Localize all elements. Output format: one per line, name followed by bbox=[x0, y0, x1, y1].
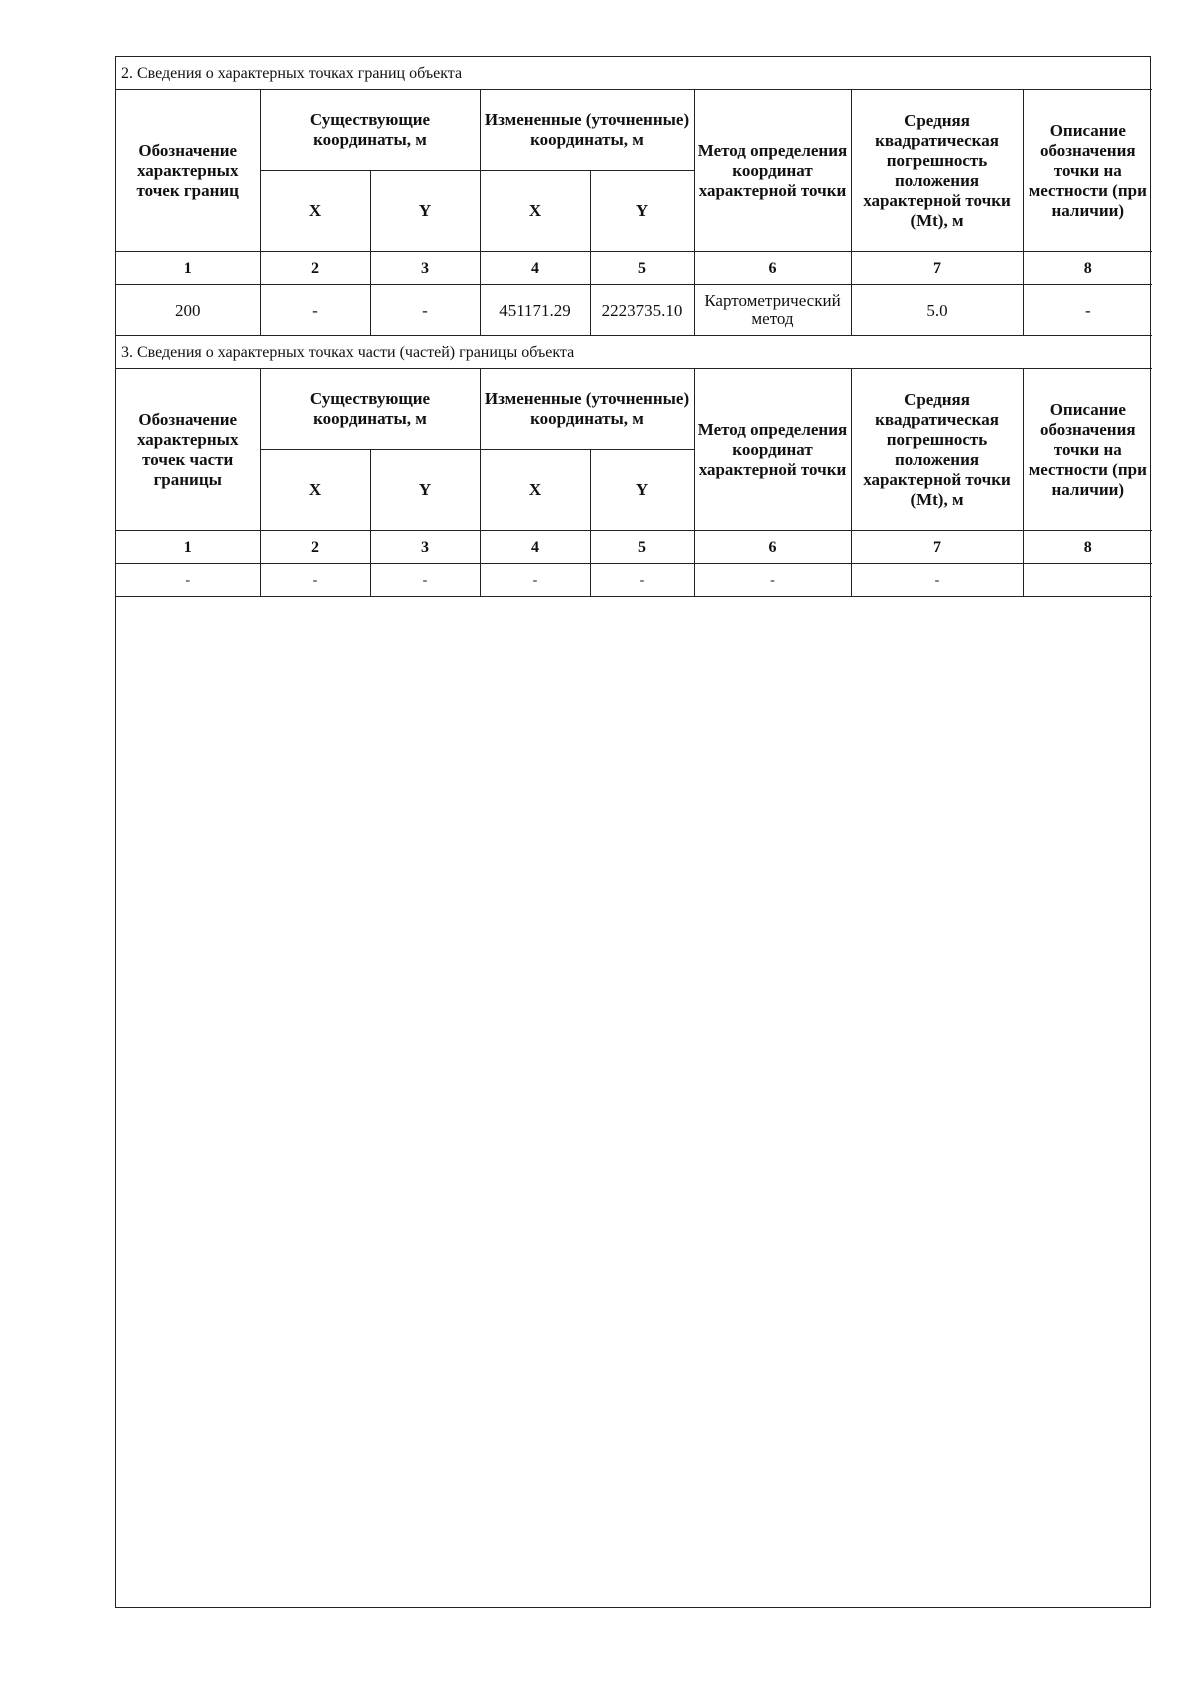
header-existing-coords: Существующие координаты, м bbox=[260, 90, 480, 171]
section2-column-numbers bbox=[116, 252, 1152, 285]
section2-header-row bbox=[116, 90, 1152, 171]
section2-title-row bbox=[116, 57, 1152, 90]
cell-changed-x: - bbox=[480, 564, 590, 597]
col-number: 6 bbox=[694, 531, 851, 564]
section3-title: 3. Сведения о характерных точках части (частей) границы объекта bbox=[116, 336, 1152, 369]
cell-existing-y: - bbox=[370, 285, 480, 336]
cell-description: - bbox=[1023, 285, 1152, 336]
cell-error: - bbox=[851, 564, 1023, 597]
header-method: Метод определения координат характерной точки bbox=[694, 90, 851, 252]
table-row bbox=[116, 285, 1152, 336]
col-number: 5 bbox=[590, 531, 694, 564]
header-error: Средняя квадратическая погрешность положения характерной точки (Mt), м bbox=[851, 90, 1023, 252]
section3-column-numbers bbox=[116, 531, 1152, 564]
cell-method: Картометрический метод bbox=[694, 285, 851, 336]
col-number: 2 bbox=[260, 531, 370, 564]
header-existing-y: Y bbox=[370, 171, 480, 252]
cell-existing-y: - bbox=[370, 564, 480, 597]
cell-point: 200 bbox=[116, 285, 260, 336]
cell-description bbox=[1023, 564, 1152, 597]
header-changed-x: X bbox=[480, 450, 590, 531]
cell-point: - bbox=[116, 564, 260, 597]
header-method: Метод определения координат характерной точки bbox=[694, 369, 851, 531]
cell-existing-x: - bbox=[260, 564, 370, 597]
col-number: 2 bbox=[260, 252, 370, 285]
header-changed-coords: Измененные (уточненные) координаты, м bbox=[480, 90, 694, 171]
col-number: 7 bbox=[851, 531, 1023, 564]
col-number: 4 bbox=[480, 531, 590, 564]
header-changed-x: X bbox=[480, 171, 590, 252]
table-row bbox=[116, 564, 1152, 597]
col-number: 1 bbox=[116, 252, 260, 285]
header-changed-y: Y bbox=[590, 171, 694, 252]
header-existing-y: Y bbox=[370, 450, 480, 531]
col-number: 3 bbox=[370, 252, 480, 285]
cell-changed-y: - bbox=[590, 564, 694, 597]
cell-changed-x: 451171.29 bbox=[480, 285, 590, 336]
header-description: Описание обозначения точки на местности (при наличии) bbox=[1023, 369, 1152, 531]
cell-existing-x: - bbox=[260, 285, 370, 336]
header-existing-x: X bbox=[260, 171, 370, 252]
header-description: Описание обозначения точки на местности (при наличии) bbox=[1023, 90, 1152, 252]
cell-error: 5.0 bbox=[851, 285, 1023, 336]
section2-title: 2. Сведения о характерных точках границ объекта bbox=[116, 57, 1152, 90]
col-number: 3 bbox=[370, 531, 480, 564]
col-number: 8 bbox=[1023, 252, 1152, 285]
section3-title-row bbox=[116, 336, 1152, 369]
col-number: 5 bbox=[590, 252, 694, 285]
col-number: 4 bbox=[480, 252, 590, 285]
header-error: Средняя квадратическая погрешность положения характерной точки (Mt), м bbox=[851, 369, 1023, 531]
header-designation: Обозначение характерных точек границ bbox=[116, 90, 260, 252]
col-number: 8 bbox=[1023, 531, 1152, 564]
cell-changed-y: 2223735.10 bbox=[590, 285, 694, 336]
header-existing-x: X bbox=[260, 450, 370, 531]
header-changed-coords: Измененные (уточненные) координаты, м bbox=[480, 369, 694, 450]
col-number: 7 bbox=[851, 252, 1023, 285]
section3-header-row bbox=[116, 369, 1152, 450]
header-existing-coords: Существующие координаты, м bbox=[260, 369, 480, 450]
col-number: 6 bbox=[694, 252, 851, 285]
col-number: 1 bbox=[116, 531, 260, 564]
header-designation: Обозначение характерных точек части границы bbox=[116, 369, 260, 531]
cell-method: - bbox=[694, 564, 851, 597]
document-frame bbox=[115, 56, 1151, 1608]
header-changed-y: Y bbox=[590, 450, 694, 531]
points-table bbox=[116, 57, 1152, 597]
